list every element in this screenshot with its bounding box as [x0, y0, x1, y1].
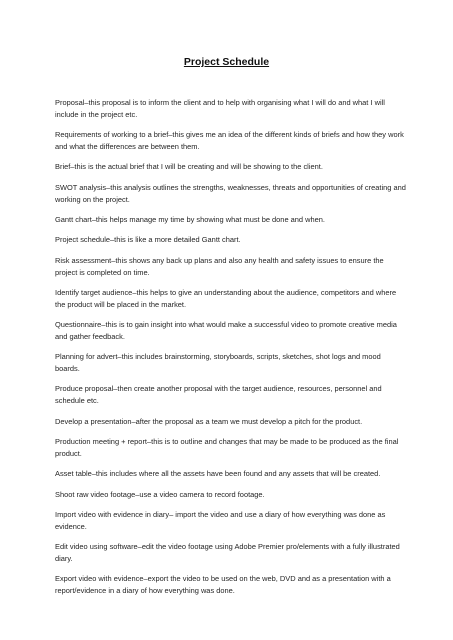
schedule-item-target-audience: Identify target audience–this helps to give an understanding about the audience, competitors and where the product will be placed in the market.: [55, 287, 397, 309]
schedule-item-risk-assessment: Risk assessment–this shows any back up plans and also any health and safety issues to ensure the project is completed on time.: [55, 255, 384, 277]
schedule-item-presentation: Develop a presentation–after the proposal as a team we must develop a pitch for the product.: [55, 416, 363, 426]
schedule-item-swot: SWOT analysis–this analysis outlines the strengths, weaknesses, threats and opportunities of creating and working on the project.: [55, 182, 406, 204]
schedule-item-export-video: Export video with evidence–export the video to be used on the web, DVD and as a presentation with a report/evidence in a diary of how everything was done.: [55, 574, 391, 596]
schedule-item-asset-table: Asset table–this includes where all the assets have been found and any assets that will be created.: [55, 469, 381, 479]
schedule-item-gantt: Gantt chart–this helps manage my time by showing what must be done and when.: [55, 214, 325, 224]
schedule-list: [55, 97, 407, 606]
schedule-item-proposal: Proposal–this proposal is to inform the client and to help with organising what I will do and what I will include in the project etc.: [55, 98, 385, 119]
schedule-item-production-meeting: Production meeting + report–this is to outline and changes that may be made to be produced as the final product.: [55, 437, 399, 458]
schedule-item-edit-video: Edit video using software–edit the video footage using Adobe Premier pro/elements with a fully illustrated diary.: [55, 542, 400, 564]
schedule-item-brief: Brief–this is the actual brief that I will be creating and will be showing to the client.: [55, 162, 323, 172]
schedule-item-produce-proposal: Produce proposal–then create another proposal with the target audience, resources, personnel and schedule etc.: [55, 384, 382, 406]
page-title: Project Schedule: [183, 56, 270, 68]
schedule-item-requirements: Requirements of working to a brief–this gives me an idea of the different kinds of briefs and how they work and what the differences are between them.: [55, 130, 404, 151]
schedule-item-project-schedule: Project schedule–this is like a more detailed Gantt chart.: [55, 235, 241, 245]
schedule-item-import-video: Import video with evidence in diary– import the video and use a diary of how everything was done as evidence.: [55, 510, 386, 531]
schedule-item-planning-advert: Planning for advert–this includes brainstorming, storyboards, scripts, sketches, shot logs and mood boards.: [55, 352, 381, 374]
schedule-item-questionnaire: Questionnaire–this is to gain insight into what would make a successful video to promote creative media and gather feedback.: [55, 320, 397, 341]
schedule-item-shoot-footage: Shoot raw video footage–use a video camera to record footage.: [55, 489, 265, 499]
